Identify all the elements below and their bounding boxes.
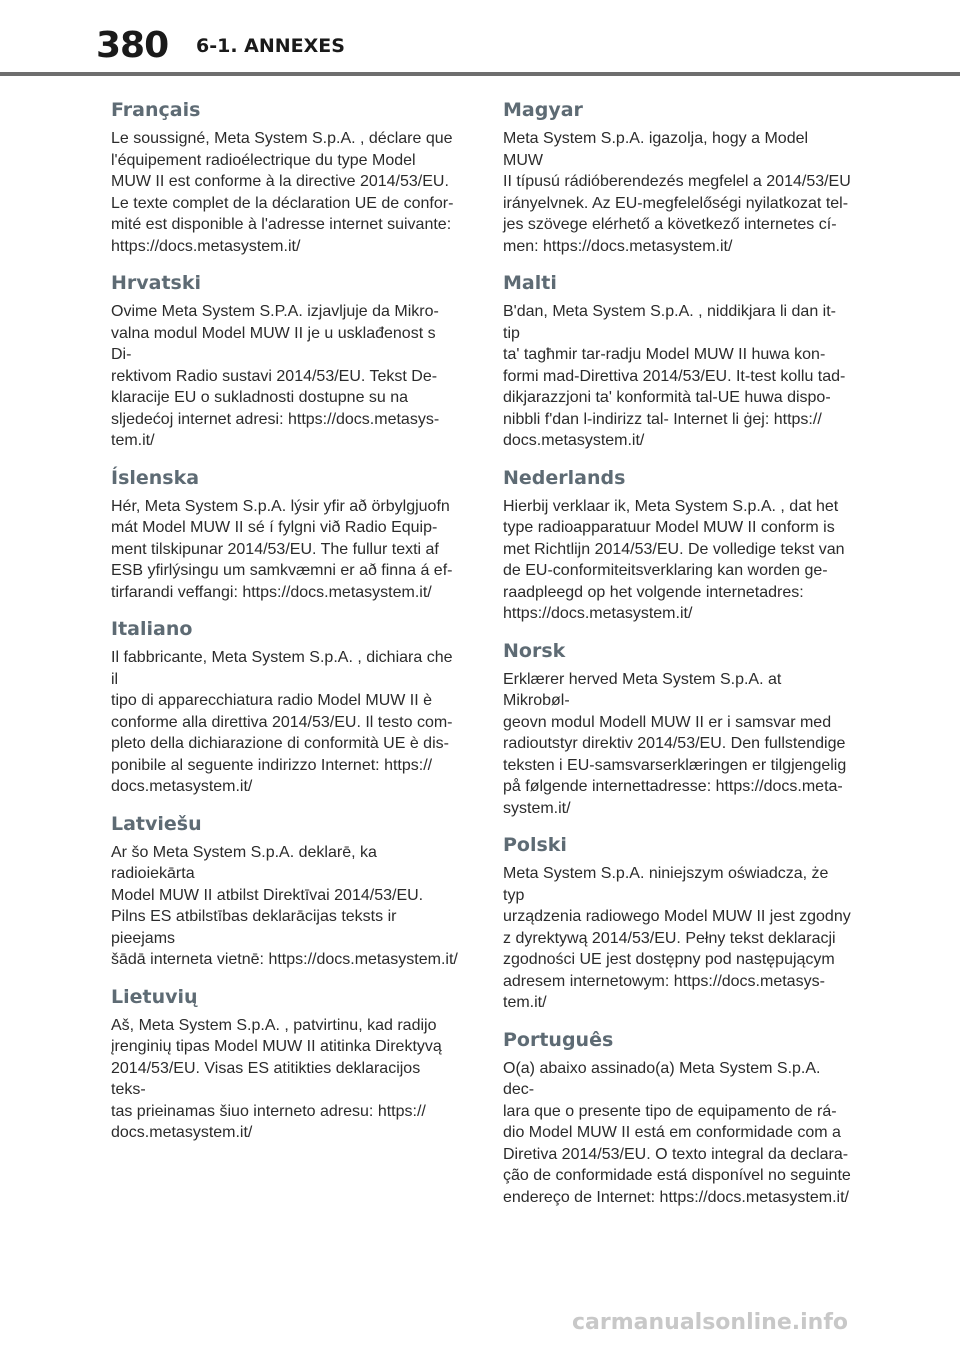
section-title: 6-1. ANNEXES [196,35,345,57]
lang-section-hrvatski [111,270,459,452]
lang-text: Aš, Meta System S.p.A. , patvirtinu, kad radijo įrenginių tipas Model MUW II atitinka Direktyvą 2014/53/EU. Visas ES atitikties deklaracijos teks- tas prieinamas šiuo interneto adresu: https:// docs.metasystem.it/ [111,1016,442,1141]
page-header [0,0,960,76]
lang-section-malti [503,270,851,452]
lang-heading: Français [111,99,201,121]
lang-section-lietuviu [111,984,459,1144]
lang-heading: Magyar [503,99,583,121]
lang-heading: Polski [503,834,567,856]
lang-section-polski [503,832,851,1014]
page-number: 380 [96,25,169,66]
lang-text: Hér, Meta System S.p.A. lýsir yfir að örbylgjuofn mát Model MUW II sé í fylgni við Radio Equip- ment tilskipunar 2014/53/EU. The fullur texti af ESB yfirlýsingu um samkvæmni er að finna á ef- tirfarandi veffangi: https://docs.metasystem.it/ [111,497,453,601]
lang-section-italiano [111,616,459,798]
lang-text: Le soussigné, Meta System S.p.A. , déclare que l'équipement radioélectrique du type Model MUW II est conforme à la directive 2014/53/EU. Le texte complet de la déclaration UE de confor- mité est disponible à l'adresse internet suivante: https://docs.metasystem.it/ [111,130,454,255]
right-column [503,97,851,1221]
lang-section-portugues [503,1027,851,1209]
lang-section-norsk [503,638,851,820]
lang-text: O(a) abaixo assinado(a) Meta System S.p.A. dec- lara que o presente tipo de equipamento de rá- dio Model MUW II está em conformidade com a Diretiva 2014/53/EU. O texto integral da declara- ção de conformidade está disponível no seguinte endereço de Internet: https://docs.metasystem.it/ [503,1059,851,1206]
lang-heading: Português [503,1028,614,1051]
lang-heading: Nederlands [503,466,626,489]
lang-heading: Latviešu [111,812,202,835]
lang-heading: Hrvatski [111,272,202,294]
left-column [111,97,459,1157]
lang-heading: Italiano [111,618,193,640]
lang-section-nederlands [503,465,851,625]
lang-section-islenska [111,465,459,604]
lang-heading: Malti [503,272,557,294]
header-rule [0,72,960,76]
lang-text: Hierbij verklaar ik, Meta System S.p.A. , dat het type radioapparatuur Model MUW II conform is met Richtlijn 2014/53/EU. De volledige tekst van de EU-conformiteitsverklaring kan worden ge- raadpleegd op het volgende internetadres: https://docs.metasystem.it/ [503,497,845,622]
lang-heading: Íslenska [111,466,200,489]
lang-text: Ovime Meta System S.P.A. izjavljuje da Mikro- valna modul Model MUW II je u usklađenost s Di- rektivom Radio sustavi 2014/53/EU. Tekst De- klaracije EU o sukladnosti dostupne su na sljedećoj internet adresi: https://docs.metasys- tem.it/ [111,303,440,449]
lang-heading: Lietuvių [111,985,198,1008]
lang-section-magyar [503,97,851,257]
watermark: carmanualsonline.info [572,1310,848,1335]
lang-heading: Norsk [503,639,566,662]
lang-text: Il fabbricante, Meta System S.p.A. , dichiara che il tipo di apparecchiatura radio Model MUW II è conforme alla direttiva 2014/53/EU. Il testo com- pleto della dichiarazione di conformità UE è dis- ponibile al seguente indirizzo Internet: https:// docs.metasystem.it/ [111,649,453,795]
lang-text: Meta System S.p.A. niniejszym oświadcza, że typ urządzenia radiowego Model MUW II jest zgodny z dyrektywą 2014/53/EU. Pełny tekst deklaracji zgodności UE jest dostępny pod następującym adresem internetowym: https://docs.metasys- tem.it/ [503,865,851,1011]
lang-text: Meta System S.p.A. igazolja, hogy a Model MUW II típusú rádióberendezés megfelel a 2014/53/EU irányelvnek. Az EU-megfelelőségi nyilatkozat tel- jes szövege elérhető a következő internetes cí- men: https://docs.metasystem.it/ [503,130,851,255]
lang-section-latviesu [111,811,459,971]
lang-section-francais [111,97,459,257]
lang-text: Erklærer herved Meta System S.p.A. at Mikrobøl- geovn modul Modell MUW II er i samsvar med radioutstyr direktiv 2014/53/EU. Den fullstendige teksten i EU-samsvarserklæringen er tilgjengelig på følgende internettadresse: https://docs.meta- system.it/ [503,670,847,817]
lang-text: Ar šo Meta System S.p.A. deklarē, ka radioiekārta Model MUW II atbilst Direktīvai 2014/53/EU. Pilns ES atbilstības deklarācijas teksts ir pieejams šādā interneta vietnē: https://docs.metasystem.it/ [111,843,458,968]
lang-text: B'dan, Meta System S.p.A. , niddikjara li dan it-tip ta' tagħmir tar-radju Model MUW II huwa kon- formi mad-Direttiva 2014/53/EU. It-test kollu tad- dikjarazzjoni ta' konformità tal-UE huwa dispo- nibbli f'dan l-indirizz tal- Internet li ġej: https:// docs.metasystem.it/ [503,303,846,449]
